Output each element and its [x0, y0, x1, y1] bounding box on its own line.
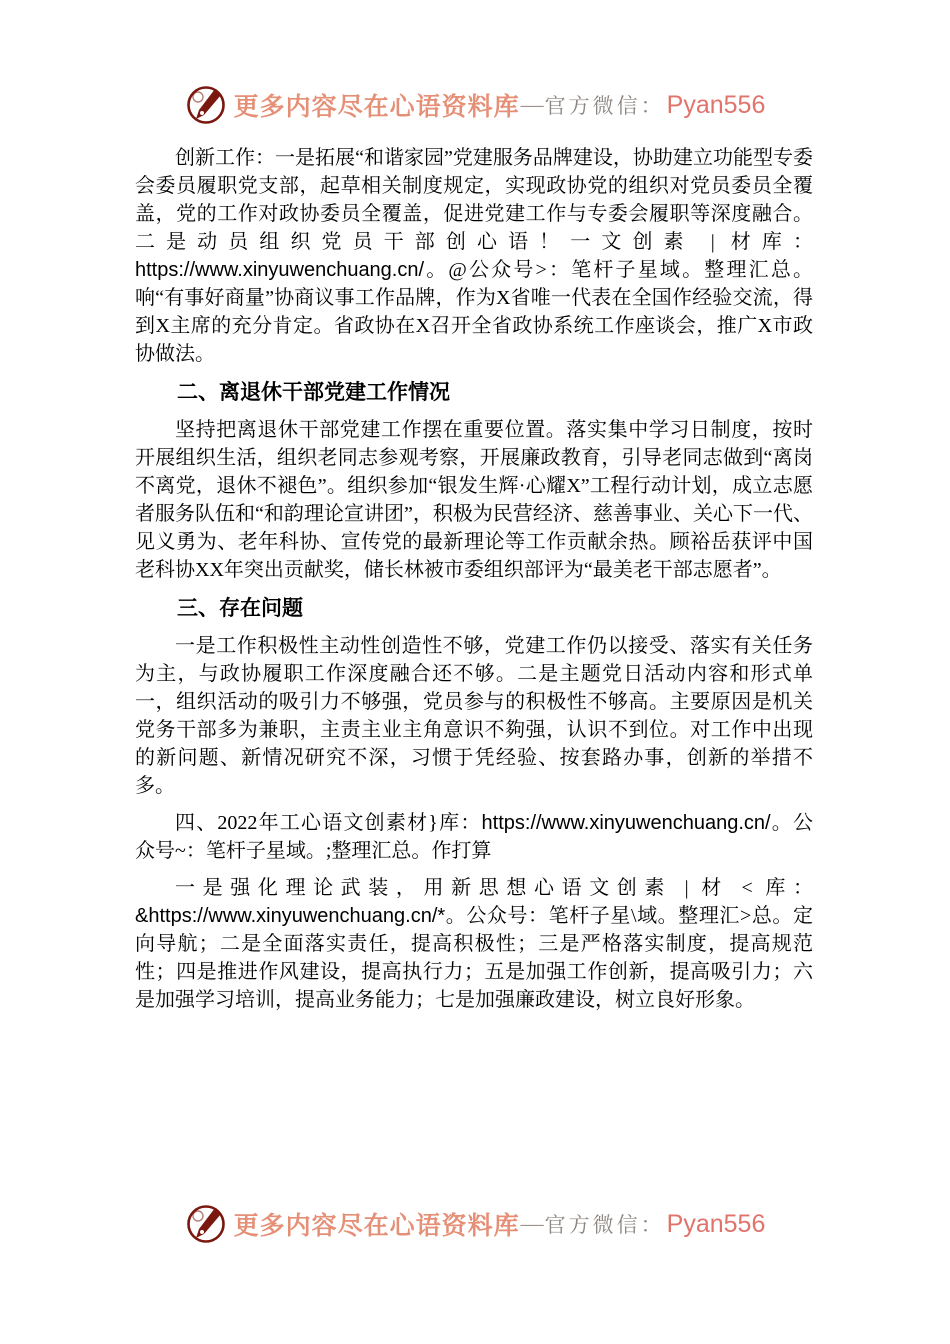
text-run: 创新工作：一是拓展“和谐家园”党建服务品牌建设，协助建立功能型专委会委员履职党支部，起草相关制度规定，实现政协党的组织对党员委员全覆盖，党的工作对政协委员全覆盖，促进党建工作与专委会履职等深度融合。二是动员组织党员干部创心语！一文创素 | 材库： — [135, 147, 813, 253]
watermark-header — [0, 84, 950, 126]
pen-in-circle-icon — [185, 1203, 227, 1245]
url-text: &https://www.xinyuwenchuang.cn/* — [135, 905, 446, 927]
watermark-text: 更多内容尽在心语资料库 — [233, 94, 520, 121]
text-run: 一是工作积极性主动性创造性不够，党建工作仍以接受、落实有关任务为主，与政协履职工作深度融合还不够。二是主题党日活动内容和形式单一，组织活动的吸引力不够强，党员参与的积极性不够高。主要原因是机关党务干部多为兼职，主责主业主角意识不夠强，认识不到位。对工作中出现的新问题、新情况研究不深，习惯于凭经验、按套路办事，创新的举措不多。 — [135, 635, 813, 797]
paragraph-innovation-work — [135, 144, 813, 368]
text-run: 坚持把离退休干部党建工作摆在重要位置。落实集中学习日制度，按时开展组织生活，组织老同志参观考察，开展廉政教育，引导老同志做到“离岗不离党，退休不褪色”。组织参加“银发生辉·心耀X”工程行动计划，成立志愿者服务队伍和“和韵理论宣讲团”，积极为民营经济、慈善事业、关心下一代、见义勇为、老年科协、宣传党的最新理论等工作贡献余热。顾裕岳获评中国老科协XX年突出贡献奖，储长林被市委组织部评为“最美老干部志愿者”。 — [135, 419, 813, 581]
text-run: 一是强化理论武装，用新思想心语文创素 | 材 < 库： — [175, 877, 813, 899]
text-run: 。公众号~：笔杆子星域。;整理汇总。作打算 — [135, 812, 813, 862]
watermark-wechat-label: 官方微信： — [544, 94, 665, 118]
text-run: 。@公众号>：笔杆子星域。整理汇总。响“有事好商量”协商议事工作品牌，作为X省唯一代表在全国作经验交流，得到X主席的充分肯定。省政协在X召开全省政协系统工作座谈会，推广X市政协做法。 — [135, 259, 813, 365]
watermark-text: 更多内容尽在心语资料库 — [233, 1213, 520, 1240]
watermark-wechat-label: 官方微信： — [544, 1213, 665, 1237]
heading-existing-problems: 三、存在问题 — [177, 597, 303, 620]
paragraph-2022-measures — [135, 874, 813, 1014]
paragraph-retired-cadres — [135, 416, 813, 584]
pen-in-circle-icon — [185, 84, 227, 126]
heading-retired-cadres-party-building: 二、离退休干部党建工作情况 — [177, 381, 450, 404]
watermark-wechat-id: Pyan556 — [666, 1209, 766, 1238]
watermark-wechat-id: Pyan556 — [666, 90, 766, 119]
url-text: https://www.xinyuwenchuang.cn/ — [135, 259, 425, 281]
watermark-dash: — — [520, 92, 544, 117]
text-run: 。公众号：笔杆子星\域。整理汇>总。定向导航；二是全面落实责任，提高积极性；三是严格落实制度，提高规范性；四是推进作风建设，提高执行力；五是加强工作创新，提高吸引力；六是加强学习培训，提高业务能力；七是加强廉政建设，树立良好形象。 — [135, 905, 813, 1011]
paragraph-2022-plan-title — [135, 809, 813, 865]
watermark-footer — [0, 1203, 950, 1245]
text-run: 四、2022年工心语文创素材}库： — [175, 812, 482, 834]
watermark-dash: — — [520, 1211, 544, 1236]
paragraph-problems — [135, 632, 813, 800]
document-body — [135, 144, 813, 1023]
url-text: https://www.xinyuwenchuang.cn/ — [481, 812, 771, 834]
